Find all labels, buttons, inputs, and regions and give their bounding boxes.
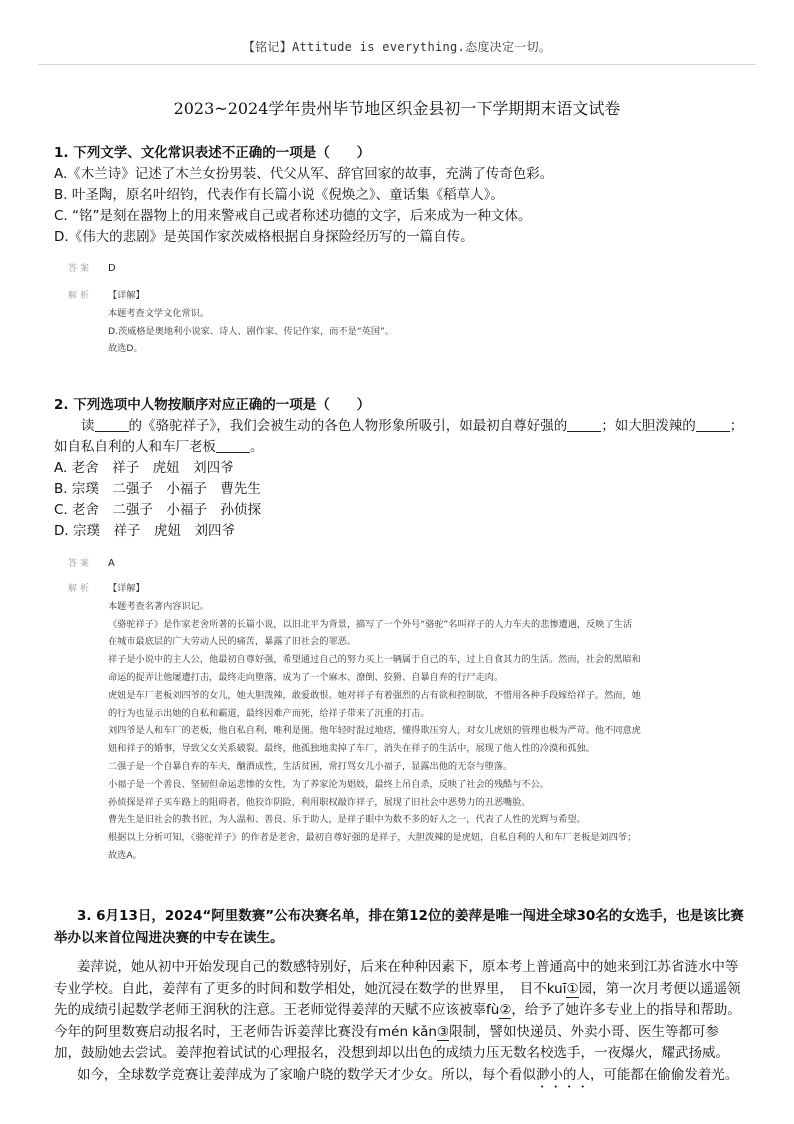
question-3-paragraph-1 (54, 957, 744, 1065)
fill-blank (567, 417, 601, 432)
passage-text: 。 (250, 439, 264, 455)
passage-text: 读 (81, 418, 95, 434)
question-2-option-d: D. 宗璞 祥子 虎妞 刘四爷 (54, 523, 235, 539)
question-2-explanation (68, 580, 728, 865)
fill-blank (95, 417, 129, 432)
question-1-explanation (68, 287, 728, 358)
explain-line: 本题考查文学文化常识。 (108, 307, 210, 319)
header-divider (38, 64, 756, 65)
answer-label: 答案 (68, 559, 93, 569)
emphasized-text: 渺小的人 (535, 1066, 590, 1083)
explain-line: 虎妞是车厂老板刘四爷的女儿，她大胆泼辣，敢爱敢恨。她对祥子有着强烈的占有欲和控制欲，不惜用各种手段嫁给祥子。然而，她 (108, 689, 641, 701)
answer-value: D (108, 263, 116, 274)
passage-text: ；如自私自利的人和车厂老板 (54, 418, 744, 455)
answer-label: 答案 (68, 264, 93, 274)
page-title: 2023~2024学年贵州毕节地区织金县初一下学期期末语文试卷 (173, 99, 621, 118)
explain-line: 【详解】 (108, 290, 145, 301)
answer-value: A (108, 558, 115, 569)
passage-text: 限制，譬如快递员、外卖小哥、医生等都可参加，鼓励她去尝试。姜萍抱着试试的心理报名，没想到却以出色的成绩力压无数名校选手，一夜爆火，耀武扬威。 (54, 1023, 729, 1061)
passage-text: 的《骆驼祥子》，我们会被生动的各色人物形象所吸引，如最初自尊好强的 (128, 418, 568, 434)
passage-text: ，给予了她许多专业上的指导和帮助。今年的阿里数赛启动报名时，王老师告诉姜萍比赛没有 (54, 1002, 741, 1040)
explain-line: 根据以上分析可知，《骆驼祥子》的作者是老舍，最初自尊好强的是祥子，大胆泼辣的是虎妞，自私自利的人和车厂老板是刘四爷； (108, 832, 637, 844)
explain-line: 【详解】 (108, 583, 145, 594)
question-3-paragraph-2 (54, 1065, 744, 1091)
question-1-option-b: B. 叶圣陶，原名叶绍钧，代表作有长篇小说《倪焕之》、童话集《稻草人》。 (54, 187, 504, 203)
question-3 (54, 905, 744, 1091)
question-2 (54, 394, 744, 542)
explain-line: 故选A。 (108, 849, 142, 861)
explain-label: 解析 (68, 291, 93, 301)
question-1-answer (68, 260, 728, 278)
question-2-answer (68, 555, 728, 573)
explain-line: 曹先生是旧社会的教书匠，为人温和、善良、乐于助人，是祥子眼中为数不多的好人之一，代表了人性的光辉与希望。 (108, 814, 586, 826)
explain-line: 刘四爷是人和车厂的老板，他自私自利，唯利是图。他年轻时混过地痞，懂得欺压穷人，对女儿虎妞的管理也极为严苛。他不同意虎 (108, 725, 641, 737)
passage-text: ，可能都在偷偷发着光。 (589, 1066, 739, 1083)
passage-text: 姜萍说，她从初中开始发现自己的数感特别好，后来在种种因素下，原本考上普通高中的她来到江苏省涟水中等专业学校。自此，姜萍有了更多的时间和数学相处，她沉浸在数学的世界里， (54, 959, 739, 997)
explain-line: 祥子是小说中的主人公，他最初自尊好强，希望通过自己的努力买上一辆属于自己的车，过上自食其力的生活。然而，社会的黑暗和 (108, 654, 641, 666)
question-2-option-a: A. 老舍 祥子 虎妞 刘四爷 (54, 460, 234, 476)
question-1-option-a: A.《木兰诗》记述了木兰女扮男装、代父从军、辞官回家的故事，充满了传奇色彩。 (54, 166, 554, 182)
question-2-option-c: C. 老舍 二强子 小福子 孙侦探 (54, 502, 262, 518)
question-1-stem: 1. 下列文学、文化常识表述不正确的一项是（ ） (54, 145, 371, 161)
explain-line: D.茨威格是奥地利小说家、诗人、剧作家、传记作家，而不是“英国”。 (108, 325, 394, 337)
question-3-stem: 3. 6月13日，2024“阿里数赛”公布决赛名单，排在第12位的姜萍是唯一闯进全球30名的女选手，也是该比赛举办以来首位闯进决赛的中专在读生。 (54, 908, 744, 946)
passage-text: ；如大胆泼辣的 (601, 418, 696, 434)
explain-line: 《骆驼祥子》是作家老舍所著的长篇小说，以旧北平为背景，描写了一个外号“骆驼”名叫祥子的人力车夫的悲惨遭遇，反映了生活 (108, 618, 633, 630)
question-1-option-d: D.《伟大的悲剧》是英国作家茨威格根据自身探险经历写的一篇自传。 (54, 229, 474, 245)
blank-marker-3: ③ (436, 1023, 450, 1040)
question-1-option-c: C. “铭”是刻在器物上的用来警戒自己或者称述功德的文字，后来成为一种文体。 (54, 208, 532, 224)
passage-text: 园，第一次月考便以遥遥领先的成绩引起数学老师王润秋的注意。王老师觉得姜萍的天赋不应该被辜fù (54, 980, 741, 1018)
passage-text: mén kǎn (378, 1023, 437, 1040)
explain-line: 本题考查名著内容识记。 (108, 600, 210, 612)
explain-line: 孙侦探是祥子买车路上的阻碍者，他狡诈阴险，利用职权敲诈祥子，展现了旧社会中恶势力的丑恶嘴脸。 (108, 796, 531, 808)
question-2-stem: 2. 下列选项中人物按顺序对应正确的一项是（ ） (54, 397, 371, 413)
motto-banner: 【铭记】Attitude is everything.态度决定一切。 (242, 40, 552, 54)
explain-line: 妞和祥子的婚事，导致父女关系破裂。最终，他孤独地卖掉了车厂，消失在祥子的生活中，展现了他人性的冷漠和孤独。 (108, 743, 595, 755)
fill-blank (696, 417, 730, 432)
question-2-option-b: B. 宗璞 二强子 小福子 曹先生 (54, 481, 261, 497)
question-1 (54, 142, 744, 248)
passage-text: 如今，全球数学竞赛让姜萍成为了家喻户晓的数学天才少女。所以，每个看似 (76, 1066, 536, 1083)
question-2-passage (54, 416, 744, 458)
explain-line: 故选D。 (108, 343, 143, 355)
passage-text: 目不kuī (519, 980, 567, 997)
explain-line: 小福子是一个善良、坚韧但命运悲惨的女性，为了养家沦为娼妓，最终上吊自杀，反映了社会的残酷与不公。 (108, 778, 549, 790)
explain-line: 在城市最底层的广大劳动人民的痛苦，暴露了旧社会的罪恶。 (108, 636, 357, 648)
blank-marker-1: ① (566, 980, 579, 997)
explain-line: 命运的捉弄让他屡遭打击，最终走向堕落，成为了一个麻木、潦倒、狡猾、自暴自弃的行尸走肉。 (108, 671, 504, 683)
explain-line: 二强子是一个自暴自弃的车夫，酗酒成性，生活贫困，常打骂女儿小福子，显露出他的无奈与堕落。 (108, 760, 513, 772)
fill-blank (216, 438, 250, 453)
explain-line: 的行为也显示出她的自私和霸道，最终因难产而死，给祥子带来了沉重的打击。 (108, 707, 430, 719)
blank-marker-2: ② (499, 1002, 512, 1018)
explain-label: 解析 (68, 584, 93, 594)
